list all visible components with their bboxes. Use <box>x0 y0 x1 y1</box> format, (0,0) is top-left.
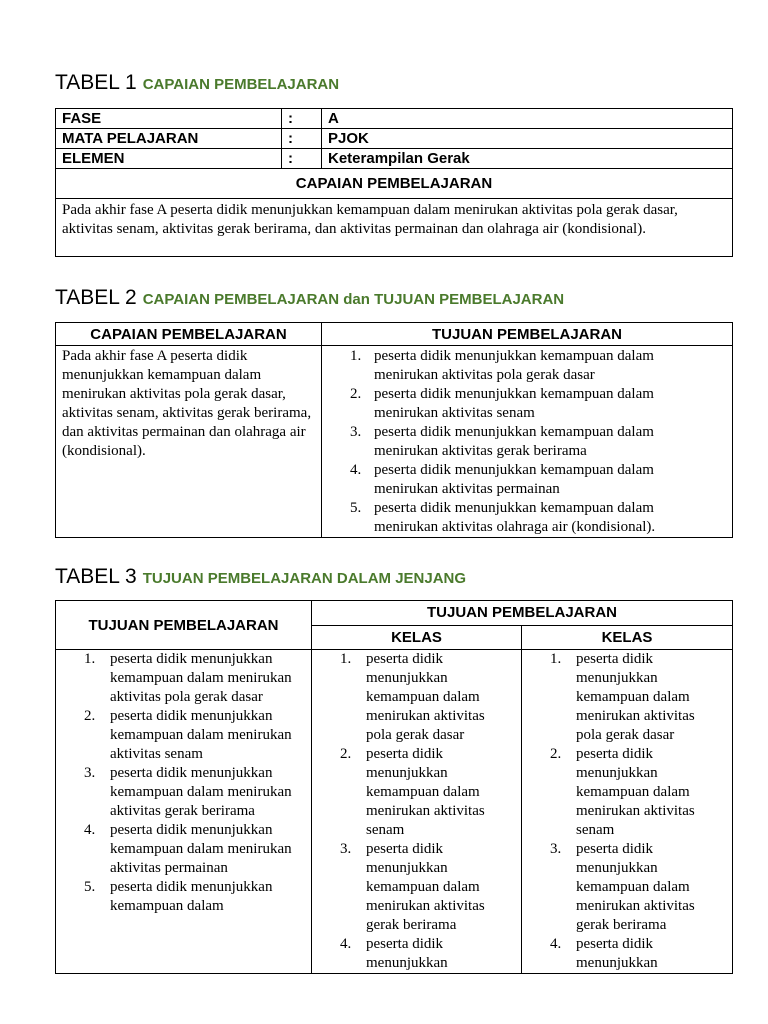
table1-number: TABEL 1 <box>55 71 137 94</box>
capaian-section-header: CAPAIAN PEMBELAJARAN <box>56 169 733 199</box>
table-row <box>56 650 733 974</box>
fase-value: A <box>322 109 733 129</box>
table1 <box>55 108 733 257</box>
table3-heading <box>55 565 466 589</box>
list-item: 4. peserta didik menunjukkan <box>340 936 448 971</box>
table2-title: CAPAIAN PEMBELAJARAN dan TUJUAN PEMBELAJARAN <box>142 291 565 308</box>
table-row <box>56 149 733 169</box>
list-item: 1. peserta didik menunjukkan kemampuan dalam menirukan aktivitas pola gerak dasar <box>350 348 654 383</box>
list-item: 4. peserta didik menunjukkan kemampuan dalam menirukan aktivitas permainan <box>84 822 292 876</box>
list-item: 3. peserta didik menunjukkan kemampuan dalam menirukan aktivitas gerak berirama <box>550 841 695 933</box>
table3-col2-list <box>340 650 509 973</box>
table-row <box>56 199 733 257</box>
elemen-separator: : <box>282 149 322 169</box>
table2-col2-header: TUJUAN PEMBELAJARAN <box>322 323 733 346</box>
list-item: 2. peserta didik menunjukkan kemampuan dalam menirukan aktivitas senam <box>350 386 654 421</box>
table2-number: TABEL 2 <box>55 286 137 309</box>
table1-heading <box>55 71 339 95</box>
mata-pelajaran-label: MATA PELAJARAN <box>56 129 282 149</box>
table2-goals-list <box>350 347 720 537</box>
table3-col2-cell <box>312 650 522 974</box>
table2-capaian-text: Pada akhir fase A peserta didik menunjukkan kemampuan dalam menirukan aktivitas pola gerak dasar, aktivitas senam, aktivitas gerak berirama, dan aktivitas permainan dan olahraga air (kondisional). <box>56 346 322 538</box>
table-row <box>56 129 733 149</box>
list-item: 2. peserta didik menunjukkan kemampuan dalam menirukan aktivitas senam <box>84 708 292 762</box>
table-row <box>56 346 733 538</box>
table3-title: TUJUAN PEMBELAJARAN DALAM JENJANG <box>142 570 467 587</box>
table3-col1-list <box>84 650 305 916</box>
list-item: 3. peserta didik menunjukkan kemampuan dalam menirukan aktivitas gerak berirama <box>340 841 485 933</box>
table2-heading <box>55 286 564 310</box>
table3-number: TABEL 3 <box>55 565 137 588</box>
table-row <box>56 109 733 129</box>
table3-kelas-header-2: KELAS <box>522 625 733 650</box>
table2-col1-header: CAPAIAN PEMBELAJARAN <box>56 323 322 346</box>
table3-group-header: TUJUAN PEMBELAJARAN <box>312 601 733 626</box>
elemen-label: ELEMEN <box>56 149 282 169</box>
list-item: 5. peserta didik menunjukkan kemampuan dalam menirukan aktivitas olahraga air (kondisional). <box>350 500 656 535</box>
table-row <box>56 323 733 346</box>
list-item: 1. peserta didik menunjukkan kemampuan dalam menirukan aktivitas pola gerak dasar <box>84 651 292 705</box>
table-row <box>56 169 733 199</box>
elemen-value: Keterampilan Gerak <box>322 149 733 169</box>
fase-separator: : <box>282 109 322 129</box>
list-item: 3. peserta didik menunjukkan kemampuan dalam menirukan aktivitas gerak berirama <box>350 424 654 459</box>
mata-pelajaran-separator: : <box>282 129 322 149</box>
table2 <box>55 322 733 538</box>
list-item: 5. peserta didik menunjukkan kemampuan dalam <box>84 879 273 914</box>
table3-col3-list <box>550 650 720 973</box>
table3 <box>55 600 733 974</box>
list-item: 1. peserta didik menunjukkan kemampuan dalam menirukan aktivitas pola gerak dasar <box>550 651 695 743</box>
list-item: 2. peserta didik menunjukkan kemampuan dalam menirukan aktivitas senam <box>550 746 695 838</box>
table2-goals-cell <box>322 346 733 538</box>
table1-title: CAPAIAN PEMBELAJARAN <box>142 76 340 93</box>
capaian-text: Pada akhir fase A peserta didik menunjukkan kemampuan dalam menirukan aktivitas pola gerak dasar, aktivitas senam, aktivitas gerak berirama, dan aktivitas permainan dan olahraga air (kondisional). <box>56 199 733 257</box>
table3-kelas-header-1: KELAS <box>312 625 522 650</box>
list-item: 3. peserta didik menunjukkan kemampuan dalam menirukan aktivitas gerak berirama <box>84 765 292 819</box>
list-item: 4. peserta didik menunjukkan kemampuan dalam menirukan aktivitas permainan <box>350 462 654 497</box>
table3-col1-cell <box>56 650 312 974</box>
list-item: 4. peserta didik menunjukkan <box>550 936 658 971</box>
table3-col1-header: TUJUAN PEMBELAJARAN <box>56 601 312 650</box>
table-row <box>56 601 733 626</box>
mata-pelajaran-value: PJOK <box>322 129 733 149</box>
table3-col3-cell <box>522 650 733 974</box>
list-item: 1. peserta didik menunjukkan kemampuan dalam menirukan aktivitas pola gerak dasar <box>340 651 485 743</box>
list-item: 2. peserta didik menunjukkan kemampuan dalam menirukan aktivitas senam <box>340 746 485 838</box>
fase-label: FASE <box>56 109 282 129</box>
